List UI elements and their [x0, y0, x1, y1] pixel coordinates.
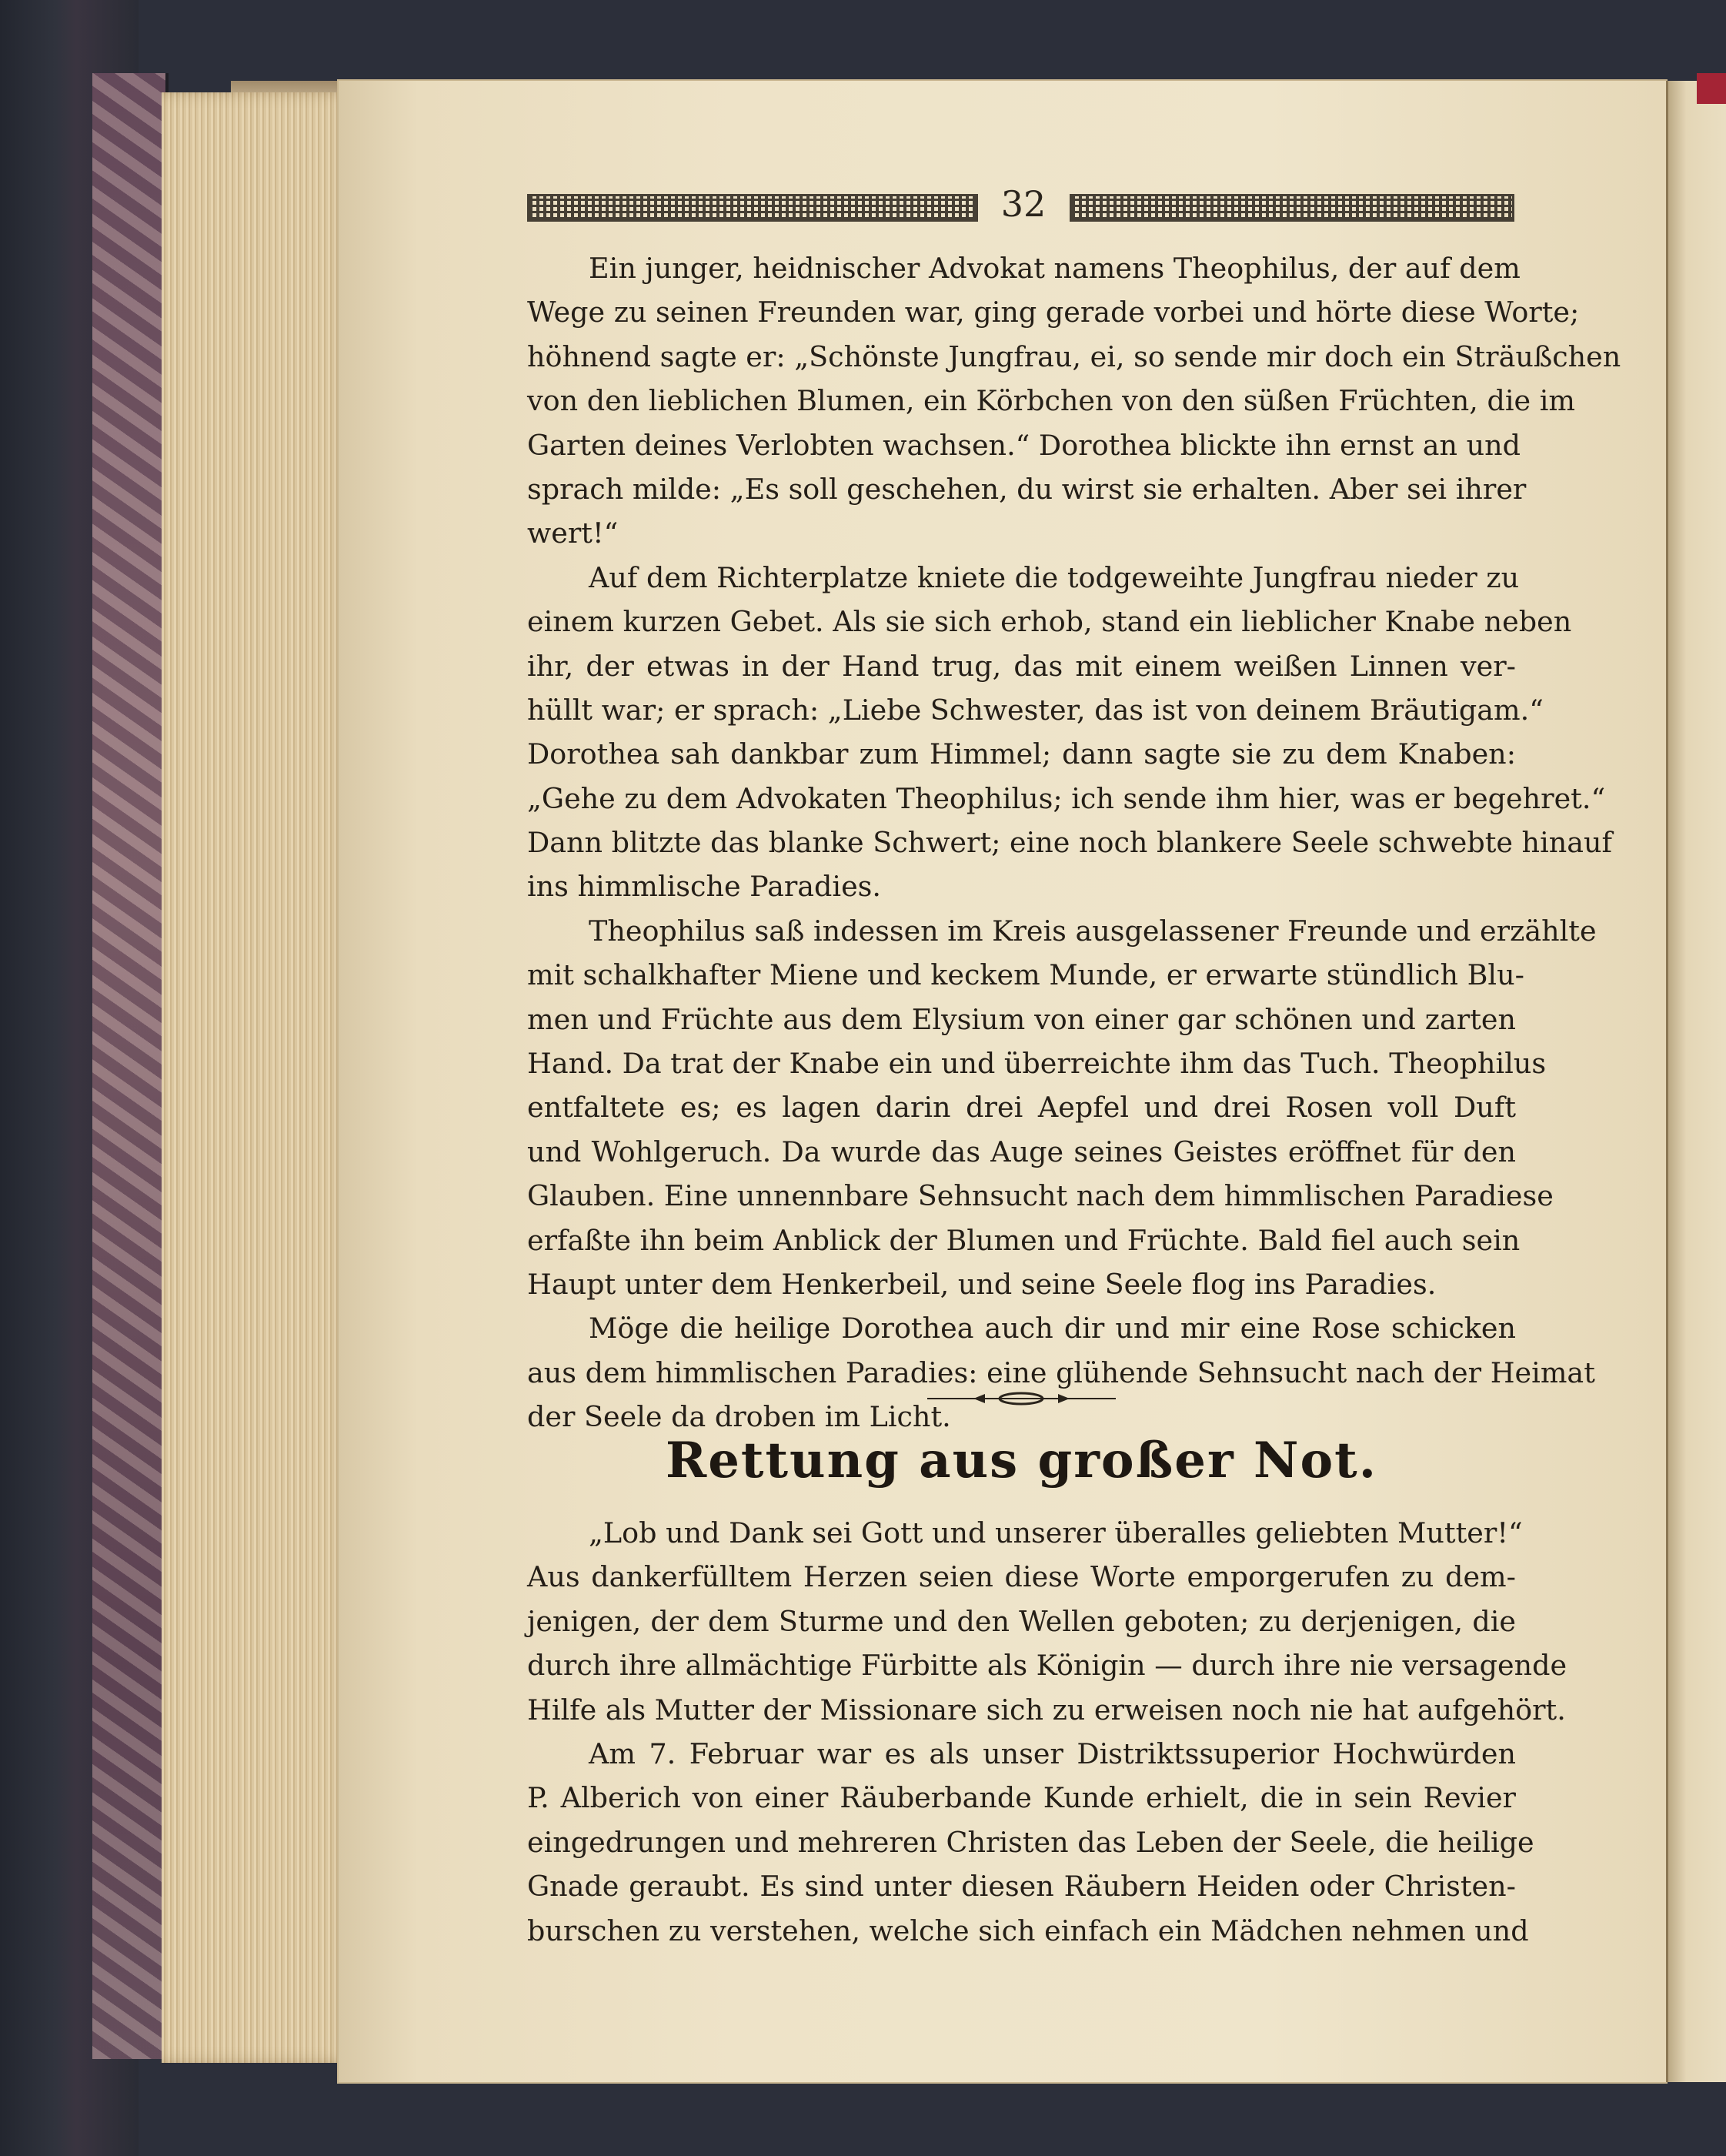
- text-line: hüllt war; er sprach: „Liebe Schwester, das ist von deinem Bräutigam.“: [527, 693, 1544, 727]
- text-line: jenigen, der dem Sturme und den Wellen geboten; zu derjenigen, die: [527, 1604, 1516, 1638]
- text-line: „Gehe zu dem Advokaten Theophilus; ich sende ihm hier, was er begehret.“: [527, 781, 1606, 815]
- text-line: ihr, der etwas in der Hand trug, das mit einem weißen Linnen ver-: [527, 649, 1516, 683]
- text-line: Gnade geraubt. Es sind unter diesen Räubern Heiden oder Christen-: [527, 1870, 1516, 1904]
- text-line: Theophilus saß indessen im Kreis ausgelassener Freunde und erzählte: [589, 914, 1597, 948]
- text-line: Wege zu seinen Freunden war, ging gerade vorbei und hörte diese Worte;: [527, 296, 1580, 329]
- text-line: Hand. Da trat der Knabe ein und überreichte ihm das Tuch. Theophilus: [527, 1047, 1547, 1081]
- text-line: ins himmlische Paradies.: [527, 870, 882, 904]
- text-line: Möge die heilige Dorothea auch dir und mir eine Rose schicken: [589, 1312, 1516, 1345]
- text-line: Dorothea sah dankbar zum Himmel; dann sagte sie zu dem Knaben:: [527, 737, 1516, 771]
- text-line: „Lob und Dank sei Gott und unserer überalles geliebten Mutter!“: [589, 1516, 1523, 1549]
- text-line: P. Alberich von einer Räuberbande Kunde erhielt, die in sein Revier: [527, 1781, 1516, 1815]
- text-line: sprach milde: „Es soll geschehen, du wirst sie erhalten. Aber sei ihrer: [527, 472, 1527, 506]
- text-line: einem kurzen Gebet. Als sie sich erhob, stand ein lieblicher Knabe neben: [527, 605, 1572, 639]
- text-line: Garten deines Verlobten wachsen.“ Dorothea blickte ihn ernst an und: [527, 428, 1521, 462]
- section-title: Rettung aus großer Not.: [666, 1432, 1377, 1489]
- text-line: entfaltete es; es lagen darin drei Aepfel und drei Rosen voll Duft: [527, 1091, 1516, 1125]
- text-block-bottom: [527, 1511, 1567, 1953]
- text-line: Hilfe als Mutter der Missionare sich zu erweisen noch nie hat aufgehört.: [527, 1693, 1566, 1726]
- text-line: Aus dankerfülltem Herzen seien diese Worte emporgerufen zu dem-: [527, 1560, 1516, 1594]
- page-stack-edges: [162, 92, 350, 2063]
- text-line: erfaßte ihn beim Anblick der Blumen und Früchte. Bald fiel auch sein: [527, 1223, 1521, 1257]
- text-line: wert!“: [527, 516, 619, 550]
- text-line: Auf dem Richterplatze kniete die todgeweihte Jungfrau nieder zu: [589, 560, 1520, 594]
- text-line: Glauben. Eine unnennbare Sehnsucht nach dem himmlischen Paradiese: [527, 1179, 1554, 1213]
- text-line: mit schalkhafter Miene und keckem Munde, er erwarte stündlich Blu-: [527, 958, 1524, 992]
- text-line: burschen zu verstehen, welche sich einfach ein Mädchen nehmen und: [527, 1914, 1529, 1947]
- text-line: durch ihre allmächtige Fürbitte als Königin — durch ihre nie versagende: [527, 1649, 1567, 1683]
- section-divider-ornament: [927, 1391, 1116, 1406]
- bookmark-ribbon: [1697, 73, 1726, 104]
- header-ornament-right: [1070, 194, 1514, 222]
- text-line: aus dem himmlischen Paradies: eine glühende Sehnsucht nach der Heimat: [527, 1355, 1595, 1389]
- text-block-top: [527, 246, 1621, 1439]
- text-line: von den lieblichen Blumen, ein Körbchen von den süßen Früchten, die im: [527, 384, 1575, 418]
- facing-page-edge: [1666, 81, 1726, 2082]
- text-line: Am 7. Februar war es als unser Distriktssuperior Hochwürden: [589, 1736, 1516, 1770]
- text-line: der Seele da droben im Licht.: [527, 1400, 951, 1434]
- text-line: Haupt unter dem Henkerbeil, und seine Seele flog ins Paradies.: [527, 1267, 1437, 1301]
- marbled-cover-edge: [92, 73, 169, 2059]
- text-line: Ein junger, heidnischer Advokat namens Theophilus, der auf dem: [589, 252, 1521, 285]
- text-line: höhnend sagte er: „Schönste Jungfrau, ei, so sende mir doch ein Sträußchen: [527, 339, 1621, 373]
- text-line: men und Früchte aus dem Elysium von einer gar schönen und zarten: [527, 1002, 1516, 1036]
- page-header: [527, 183, 1512, 229]
- text-line: Dann blitzte das blanke Schwert; eine noch blankere Seele schwebte hinauf: [527, 826, 1613, 860]
- header-ornament-left: [527, 194, 978, 222]
- text-line: und Wohlgeruch. Da wurde das Auge seines Geistes eröffnet für den: [527, 1135, 1516, 1168]
- page-number: 32: [1000, 183, 1047, 225]
- text-line: eingedrungen und mehreren Christen das Leben der Seele, die heilige: [527, 1825, 1534, 1859]
